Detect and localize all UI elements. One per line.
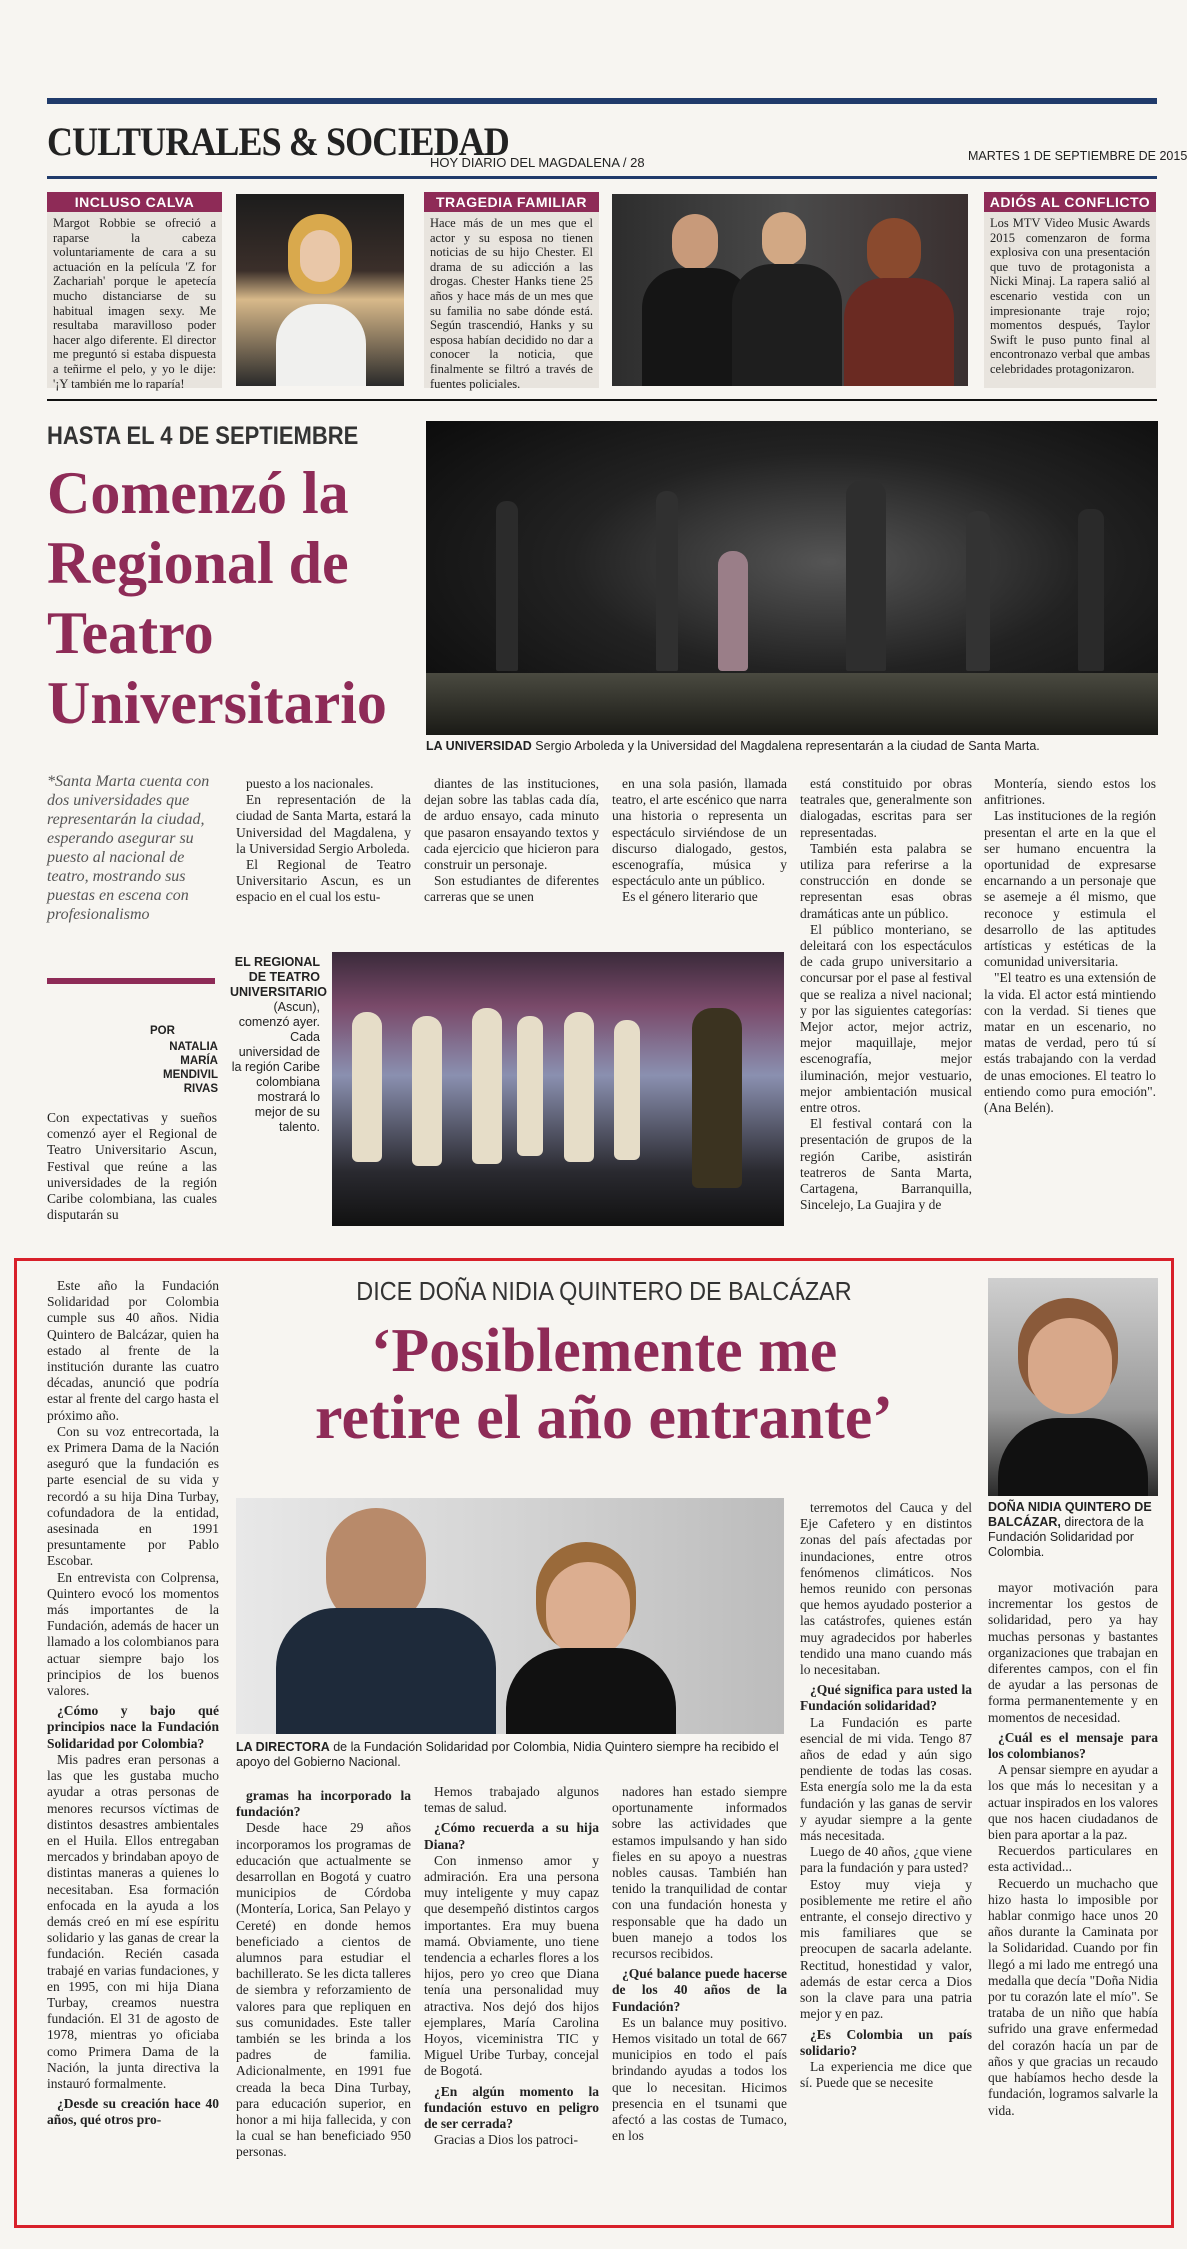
article2-col4 bbox=[800, 1500, 972, 2164]
byline-por: POR bbox=[150, 1025, 175, 1037]
body-paragraph: Desde hace 29 años incorporamos los programas de educación que actualmente se desarrollan en Bogotá y cuatro municipios de Córdoba (Montería, Lorica, San Pelayo y Cereté) en donde hemos beneficiado a cientos de alumnos para estudiar el bachillerato. Se les dicta talleres de siembra y reforzamiento de valores para que repliquen en sus comunidades. Este taller también se les brinda a los padres de familia. Adicionalmente, en 1991 fue creada la beca Dina Turbay, para educación superior, en honor a mi hija fallecida, y con la cual se han beneficiado 950 personas. bbox=[236, 1820, 411, 2160]
body-paragraph: También esta palabra se utiliza para referirse a la construcción en donde se representan esas obras dramáticas ante un público. bbox=[800, 840, 972, 921]
president-caption-bold: LA DIRECTORA bbox=[236, 1740, 330, 1754]
body-paragraph: Es el género literario que bbox=[622, 889, 758, 905]
body-paragraph: En representación de la ciudad de Santa Marta, estará la Universidad del Magdalena, y la Universidad Sergio Arboleda. bbox=[236, 792, 411, 856]
body-paragraph: Recuerdos particulares en esta actividad... bbox=[988, 1843, 1158, 1875]
lead-rule bbox=[47, 978, 215, 984]
article1-col5 bbox=[984, 776, 1156, 1228]
article1-lead: *Santa Marta cuenta con dos universidades que representarán la ciudad, esperando asegurar su puesto al nacional de teatro, mostrando sus puestas en escena con profesionalismo bbox=[47, 773, 210, 923]
body-paragraph: Recuerdo un muchacho que hizo hasta lo imposible por hablar conmigo hace unos 20 años durante la Caminata por la Solidaridad. Cuando por fin llegó a mi lado me entregó una medalla que decía "Doña Nidia por tu corazón late el mío". Se trataba de un niño que había sufrido una grave enfermedad del corazón hacía un par de años y que gracias un recaudo que habíamos hecho desde la fundación, logramos salvarle la vida. bbox=[988, 1875, 1158, 2118]
question-paragraph: ¿Cuál es el mensaje para los colombianos? bbox=[988, 1729, 1158, 1762]
body-paragraph: diantes de las instituciones, dejan sobre las tablas cada día, de arduo ensayo, cada minuto que pasaron ensayando textos y cada ejercicio que hicieron para construir un personaje. bbox=[424, 776, 599, 873]
paper-page-label: HOY DIARIO DEL MAGDALENA / 28 bbox=[430, 155, 645, 170]
body-paragraph: Con su voz entrecortada, la ex Primera Dama de la Nación aseguró que la fundación es parte esencial de su vida y recordó a su hija Dina Turbay, cofundadora de la entidad, asesinada en 1991 presuntamente por Pablo Escobar. bbox=[47, 1423, 219, 1569]
article2-col3 bbox=[612, 1784, 787, 2164]
hanks-family-photo bbox=[612, 194, 968, 386]
president-caption-text: de la Fundación Solidaridad por Colombia, Nidia Quintero siempre ha recibido el apoyo del Gobierno Nacional. bbox=[236, 1740, 779, 1769]
article1-col3 bbox=[612, 776, 787, 936]
question-paragraph: ¿Cómo y bajo qué principios nace la Fundación Solidaridad por Colombia? bbox=[47, 1703, 219, 1751]
body-paragraph: en una sola pasión, llamada teatro, el arte escénico que narra una historia o representa un espectáculo sirviéndose de un discurso dialogado, gestos, escenografía, música y espectáculo ante un público. bbox=[612, 776, 787, 889]
body-paragraph: Este año la Fundación Solidaridad por Colombia cumple sus 40 años. Nidia Quintero de Balcázar, quien ha estado al frente de la institución durante las cuatro décadas, anunció que podría estar al frente del cargo hasta el próximo año. bbox=[47, 1278, 219, 1423]
article1-col1 bbox=[236, 776, 411, 936]
article2-kicker: DICE DOÑA NIDIA QUINTERO DE BALCÁZAR bbox=[356, 1276, 852, 1306]
question-paragraph: ¿Es Colombia un país solidario? bbox=[800, 2026, 972, 2058]
brief-text-1: Margot Robbie se ofreció a raparse la cabeza voluntariamente de cara a su actuación en la película 'Z for Zachariah' porque le apetecía mucho distanciarse de su habitual imagen sexy. Me resultaba maravilloso poder hacer algo diferente. El director me preguntó si estaba dispuesta a teñirme el pelo, y yo le dije: '¡Y también me lo raparía! bbox=[47, 212, 222, 388]
stage-caption-text: Sergio Arboleda y la Universidad del Magdalena representarán a la ciudad de Santa Marta. bbox=[535, 739, 1040, 753]
body-paragraph: El público monteriano, se deleitará con los espectáculos de cada grupo universitario a concursar por el pase al festival que se realiza a nivel nacional; y por las siguientes categorías: Mejor actor, mejor actriz, mejor maquillaje, mejor escenografía, mejor iluminación, mejor vestuario, mejor ambientación musical entre otros. bbox=[800, 921, 972, 1116]
body-paragraph: mayor motivación para incrementar los gestos de solidaridad, pero ya hay muchas personas y bastantes organizaciones que trabajan en diferentes campos, con el fin de ayudar a las personas de forma permanentemente y en momentos de necesidad. bbox=[988, 1580, 1158, 1725]
president-photo-caption bbox=[236, 1740, 784, 1770]
body-paragraph: Mis padres eran personas a las que les gustaba mucho ayudar a otras personas de menores recursos víctimas de distintos desastres ambientales en el Huila. Ellos entregaban mercados y brindaban apoyo de distintas maneras a quienes lo necesitaban. Esa formación enfocada en la ayuda a los demás creó en mí ese espíritu solidario y las ganas de crear la fundación. Recién casada trabajé en varias fundaciones, y en 1995, con mi hija Diana Turbay, creamos nuestra fundación. El 31 de agosto de 1978, mientras yo oficiaba como Primera Dama de la Nación, la junta directiva la instauró formalmente. bbox=[47, 1751, 219, 2091]
brief-text-2: Hace más de un mes que el actor y su esposa no tienen noticias de su hijo Chester. El drama de su adicción a las drogas. Chester Hanks tiene 25 años y hace más de un mes que su familia no sabe dónde está. Según trascendió, Hanks y su esposa habían decidido no dar a conocer la noticia, que finalmente se filtró a través de fuentes policiales. bbox=[424, 212, 599, 388]
side-caption bbox=[230, 955, 327, 1135]
briefs-rule bbox=[47, 399, 1157, 401]
stage-caption-bold: LA UNIVERSIDAD bbox=[426, 739, 532, 753]
section-title: CULTURALES & SOCIEDAD bbox=[47, 119, 509, 164]
actress-photo bbox=[236, 194, 404, 386]
body-paragraph: Son estudiantes de diferentes carreras que se unen bbox=[424, 873, 599, 905]
article2-col5 bbox=[988, 1580, 1158, 2164]
body-paragraph: Gracias a Dios los patroci- bbox=[434, 2132, 578, 2148]
issue-date: MARTES 1 DE SEPTIEMBRE DE 2015 bbox=[968, 149, 1187, 163]
question-paragraph: ¿Cómo recuerda a su hija Diana? bbox=[424, 1820, 599, 1852]
question-paragraph: gramas ha incorporado la fundación? bbox=[236, 1788, 411, 1820]
article1-col2 bbox=[424, 776, 599, 936]
question-paragraph: ¿Qué significa para usted la Fundación solidaridad? bbox=[800, 1682, 972, 1714]
president-photo bbox=[236, 1498, 784, 1734]
article2-headline-2: retire el año entrante’ bbox=[315, 1384, 893, 1452]
portrait-photo bbox=[988, 1278, 1158, 1496]
body-paragraph: La experiencia me dice que sí. Puede que se necesite bbox=[800, 2058, 972, 2091]
header-rule bbox=[47, 176, 1157, 179]
portrait-caption-bold: DOÑA NIDIA QUINTERO DE BALCÁZAR, bbox=[988, 1500, 1152, 1529]
article2-col2 bbox=[424, 1784, 599, 2164]
byline-name: NATALIA MARÍA MENDIVIL RIVAS bbox=[163, 1041, 218, 1095]
article1-col4 bbox=[800, 776, 972, 1228]
article1-col0-bottom: Con expectativas y sueños comenzó ayer el Regional de Teatro Universitario Ascun, Festival que reúne a las universidades de la región Caribe colombiana, las cuales disputarán su bbox=[47, 1110, 217, 1223]
brief-tag-3: ADIÓS AL CONFLICTO bbox=[984, 192, 1156, 212]
brief-tag-1: INCLUSO CALVA bbox=[47, 192, 222, 212]
body-paragraph: A pensar siempre en ayudar a los que más lo necesitan y a actuar inspirados en los valores que nos hacen ciudadanos de bien para aportar a la paz. bbox=[988, 1762, 1158, 1843]
body-paragraph: "El teatro es una extensión de la vida. El actor está mintiendo con la verdad. Si tienes que matar en un escenario, no matas de verdad, pero tú sí estás trabajando con la verdad de unas emociones. El teatro lo entiendo como pura emoción". (Ana Belén). bbox=[984, 970, 1156, 1116]
question-paragraph: ¿En algún momento la fundación estuvo en peligro de ser cerrada? bbox=[424, 2083, 599, 2132]
brief-tag-2: TRAGEDIA FAMILIAR bbox=[424, 192, 599, 212]
body-paragraph: Estoy muy vieja y posiblemente me retire el año entrante, el consejo directivo y mis familiares que se preocupen de sacarla adelante. Rectitud, honestidad y valor, además de estar cerca a Dios son la clave para una patria mejor y en paz. bbox=[800, 1876, 972, 2022]
body-paragraph: terremotos del Cauca y del Eje Cafetero y en distintos zonas del país afectadas por inundaciones, entre otros fenómenos climáticos. Nos hemos reunido con personas que hemos ayudado posterior a las catástrofes, quienes están muy agradecidos por haberles tendido una mano cuando más lo necesitaban. bbox=[800, 1500, 972, 1678]
body-paragraph: El festival contará con la presentación de grupos de la región Caribe, asistirán teatreros de Santa Marta, Cartagena, Barranquilla, Sincelejo, La Guajira y de bbox=[800, 1116, 972, 1213]
body-paragraph: Hemos trabajado algunos temas de salud. bbox=[424, 1784, 599, 1816]
article2-headline-1: ‘Posiblemente me bbox=[370, 1317, 838, 1385]
body-paragraph: Luego de 40 años, ¿que viene para la fundación y para usted? bbox=[800, 1844, 972, 1876]
article1-kicker: HASTA EL 4 DE SEPTIEMBRE bbox=[47, 422, 359, 450]
portrait-caption-text: directora de la Fundación Solidaridad por Colombia. bbox=[988, 1515, 1144, 1559]
body-paragraph: Con inmenso amor y admiración. Era una persona muy inteligente y muy capaz que desempeñó distintos cargos importantes. Era muy buena mamá. Obviamente, uno tiene tendencia a echarles flores a los hijos, pero yo creo que Diana tenía una personalidad muy atractiva. Nos dejó dos hijos ejemplares, María Carolina Hoyos, viceministra TIC y Miguel Uribe Turbay, concejal de Bogotá. bbox=[424, 1852, 599, 2079]
stage-photo-caption bbox=[426, 739, 1158, 754]
body-paragraph: puesto a los nacionales. bbox=[246, 776, 374, 791]
question-paragraph: ¿Desde su creación hace 40 años, qué otros pro- bbox=[47, 2096, 219, 2128]
body-paragraph: está constituido por obras teatrales que, generalmente son dialogadas, escritas para ser representadas. bbox=[800, 776, 972, 840]
brief-text-3: Los MTV Video Music Awards 2015 comenzaron de forma explosiva con una presentación que tuvo de protagonista a Nicki Minaj. La rapera salió al escenario vestida con un impresionante traje rojo; momentos después, Taylor Swift le puso punto final al encontronazo verbal que ambas celebridades protagonizaron. bbox=[984, 212, 1156, 388]
side-caption-bold: EL REGIONAL DE TEATRO UNIVERSITARIO bbox=[230, 955, 327, 999]
body-paragraph: Montería, siendo estos los anfitriones. bbox=[984, 776, 1156, 808]
top-rule bbox=[47, 98, 1157, 104]
stage-photo bbox=[426, 421, 1158, 735]
article2-col0 bbox=[47, 1278, 219, 2128]
body-paragraph: La Fundación es parte esencial de mi vida. Tengo 87 años de edad y aún sigo pendiente de todas las cosas. Esta energía solo me la da esta fundación y las ganas de servir y ayudar siempre a la gente más necesitada. bbox=[800, 1714, 972, 1844]
body-paragraph: nadores han estado siempre oportunamente informados sobre las actividades que estamos impulsando y han sido fieles en su apoyo a nuestras nobles causas. También han tenido la tranquilidad de contar con una fundación honesta y responsable que ha dado un buen manejo a todos los recursos recibidos. bbox=[612, 1784, 787, 1962]
dancers-photo bbox=[332, 952, 784, 1226]
article1-headline: Comenzó la Regional de Teatro Universitario bbox=[47, 460, 387, 736]
side-caption-text: (Ascun), comenzó ayer. Cada universidad de la región Caribe colombiana mostrará lo mejor de su talento. bbox=[231, 1000, 320, 1134]
body-paragraph: Las instituciones de la región presentan el arte en la que el ser humano encuentra la oportunidad de expresarse encarnando a un personaje que se asemeje a él mismo, que reconoce y estimula el desarrollo de las aptitudes artísticas y estéticas de la comunidad universitaria. bbox=[984, 808, 1156, 970]
question-paragraph: ¿Qué balance puede hacerse de los 40 años de la Fundación? bbox=[612, 1966, 787, 2014]
body-paragraph: En entrevista con Colprensa, Quintero evocó los momentos más importantes de la Fundación, además de hacer un llamado a los colombianos para actuar siempre bajo los principios de los buenos valores. bbox=[47, 1569, 219, 1699]
body-paragraph: El Regional de Teatro Universitario Ascun, es un espacio en el cual los estu- bbox=[236, 857, 411, 905]
article2-col1 bbox=[236, 1784, 411, 2164]
portrait-caption bbox=[988, 1500, 1158, 1560]
body-paragraph: Es un balance muy positivo. Hemos visitado un total de 667 municipios en todo el país brindando ayudas a todos los que lo necesitan. Hicimos presencia en el tsunami que afectó a las costas de Tumaco, en los bbox=[612, 2014, 787, 2144]
